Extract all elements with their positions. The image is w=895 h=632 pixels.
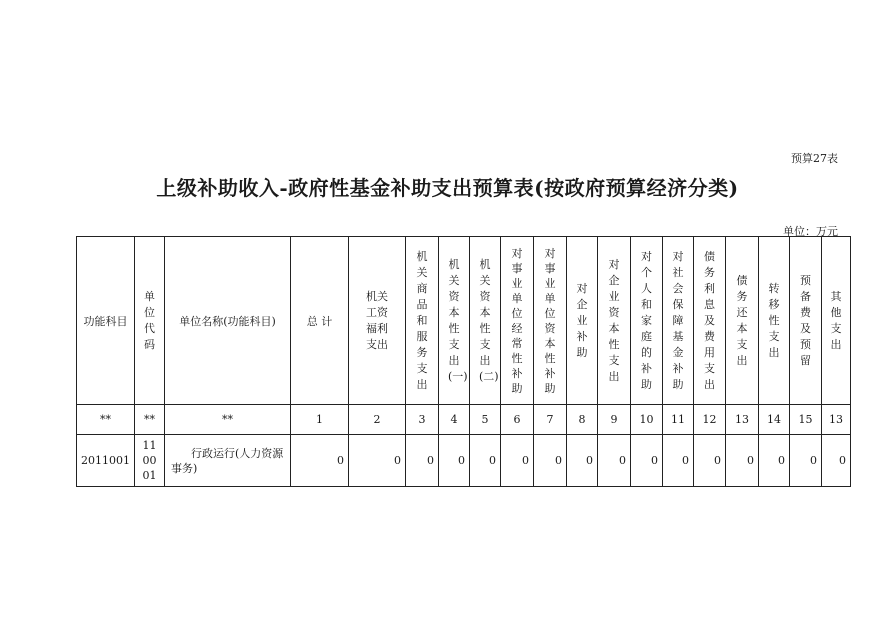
value-cell: 0: [406, 435, 439, 487]
header-wages: 机关工资福利支出: [349, 237, 406, 405]
header-enterprise-subsidy: 对企业补助: [567, 237, 598, 405]
value-cell: 0: [470, 435, 501, 487]
page-title: 上级补助收入-政府性基金补助支出预算表(按政府预算经济分类): [156, 176, 739, 200]
index-cell: 13: [726, 405, 759, 435]
header-social-security: 对社会保障基金补助: [663, 237, 694, 405]
header-household-subsidy: 对个人和家庭的补助: [631, 237, 663, 405]
unit-label: 单位：万元: [783, 225, 838, 238]
value-cell: 0: [349, 435, 406, 487]
header-inst-capital: 对事业单位资本性补助: [534, 237, 567, 405]
unit-code-cell: 110001: [135, 435, 165, 487]
index-cell: 5: [470, 405, 501, 435]
header-capital-1: 机关资本性支出(一): [439, 237, 470, 405]
index-cell: 15: [790, 405, 822, 435]
index-cell: 9: [598, 405, 631, 435]
header-row: [77, 237, 851, 405]
value-cell: 0: [567, 435, 598, 487]
index-cell: 6: [501, 405, 534, 435]
value-cell: 0: [726, 435, 759, 487]
index-cell: 10: [631, 405, 663, 435]
value-cell: 0: [631, 435, 663, 487]
index-cell: 7: [534, 405, 567, 435]
table-row: [77, 435, 851, 487]
index-cell: 4: [439, 405, 470, 435]
value-cell: 0: [759, 435, 790, 487]
index-cell: 14: [759, 405, 790, 435]
func-code-cell: 2011001: [77, 435, 135, 487]
header-enterprise-capital: 对企业资本性支出: [598, 237, 631, 405]
header-goods-services: 机关商品和服务支出: [406, 237, 439, 405]
header-transfer: 转移性支出: [759, 237, 790, 405]
header-unit-code: 单位代码: [135, 237, 165, 405]
header-debt-interest: 债务利息及费用支出: [694, 237, 726, 405]
table-number: 预算27表: [791, 152, 838, 165]
value-cell: 0: [439, 435, 470, 487]
index-cell: 2: [349, 405, 406, 435]
unit-name-cell: 行政运行(人力资源事务): [165, 435, 291, 487]
value-cell: 0: [534, 435, 567, 487]
index-cell: 11: [663, 405, 694, 435]
index-cell: 13: [822, 405, 851, 435]
index-cell: 1: [291, 405, 349, 435]
value-cell: 0: [663, 435, 694, 487]
header-unit-name: 单位名称(功能科目): [165, 237, 291, 405]
header-total: 总 计: [291, 237, 349, 405]
header-other: 其他支出: [822, 237, 851, 405]
index-cell: **: [77, 405, 135, 435]
index-cell: 3: [406, 405, 439, 435]
total-cell: 0: [291, 435, 349, 487]
header-inst-regular: 对事业单位经常性补助: [501, 237, 534, 405]
index-cell: **: [165, 405, 291, 435]
header-capital-2: 机关资本性支出(二): [470, 237, 501, 405]
header-reserve: 预备费及预留: [790, 237, 822, 405]
value-cell: 0: [501, 435, 534, 487]
value-cell: 0: [598, 435, 631, 487]
header-func-subject: 功能科目: [77, 237, 135, 405]
budget-table: [76, 236, 851, 487]
header-debt-principal: 债务还本支出: [726, 237, 759, 405]
index-cell: 8: [567, 405, 598, 435]
index-cell: 12: [694, 405, 726, 435]
value-cell: 0: [822, 435, 851, 487]
index-row: [77, 405, 851, 435]
value-cell: 0: [694, 435, 726, 487]
index-cell: **: [135, 405, 165, 435]
value-cell: 0: [790, 435, 822, 487]
